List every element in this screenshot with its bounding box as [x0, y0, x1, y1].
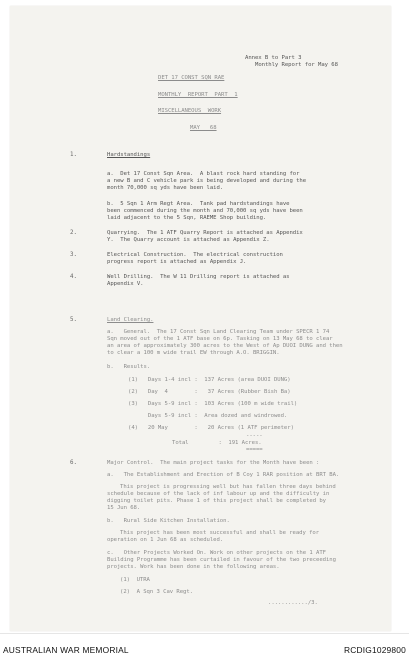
annex-report-line: Monthly Report for May 68 — [255, 62, 338, 68]
section-heading-major-control: Major Control. The main project tasks for the Month have been : — [107, 460, 320, 466]
list-item: (2) A Sqn 3 Cav Regt. — [120, 589, 193, 595]
paragraph-line: a. Det 17 Const Sqn Area. A blast rock hard standing for — [107, 171, 300, 177]
paragraph-line: digging toilet pits. Phase 1 of this project shall be completed by — [107, 498, 326, 504]
section-number-3: 3. — [70, 252, 77, 258]
paragraph-line: a new B and C vehicle park is being developed and during the — [107, 178, 307, 184]
paragraph-line: Y. The Quarry account is attached as Appendix Z. — [107, 237, 270, 243]
result-line: (1) Days 1-4 incl : 137 Acres (area DUOI DUNG) — [128, 377, 291, 383]
section-number-6: 6. — [70, 460, 77, 466]
archive-name: AUSTRALIAN WAR MEMORIAL — [3, 645, 129, 654]
section-heading-land-clearing: Land Clearing. — [107, 317, 154, 323]
total-rule: ----- — [246, 433, 263, 439]
section-number-2: 2. — [70, 230, 77, 236]
doc-title-section: MISCELLANEOUS WORK — [158, 108, 222, 114]
paragraph-line: an area of approximately 300 acres to the West of Ap DUOI DUNG and then — [107, 343, 343, 349]
subsection-results: b. Results. — [107, 364, 151, 370]
paragraph-line: Building Programme has been curtailed in favour of the two preceeding — [107, 557, 336, 563]
total-line: Total : 191 Acres. — [172, 440, 262, 446]
paragraph-line: 15 Jun 68. — [107, 505, 141, 511]
section-heading-hardstandings: Hardstandings — [107, 152, 151, 158]
paragraph-line: This project has been most successful and shall be ready for — [120, 530, 320, 536]
paragraph-line: Well Drilling. The W 11 Drilling report is attached as — [107, 274, 290, 280]
paragraph-line: month 70,000 sq yds have been laid. — [107, 185, 224, 191]
paragraph-line: Electrical Construction. The electrical construction — [107, 252, 283, 258]
paragraph-line: Appendix V. — [107, 281, 144, 287]
section-number-1: 1. — [70, 152, 77, 158]
archive-footer — [0, 633, 409, 654]
archive-id: RCDIG1029800 — [344, 645, 406, 654]
paragraph-line: operation on 1 Jun 68 as scheduled. — [107, 537, 224, 543]
paragraph-line: a. General. The 17 Const Sqn Land Clearing Team under SPECR 1 74 — [107, 329, 330, 335]
paragraph-line: progress report is attached as Appendix J. — [107, 259, 247, 265]
paragraph-line: Sqn moved out of the 1 ATF base on 6p. Tasking on 13 May 68 to clear — [107, 336, 333, 342]
paragraph-line: schedule because of the lack of inf labour up and the difficulty in — [107, 491, 330, 497]
section-number-4: 4. — [70, 274, 77, 280]
paragraph-line: a. The Establishment and Erection of B Coy 1 RAR position at BRT BA. — [107, 472, 340, 478]
page-continuation-mark: ............/3. — [268, 600, 318, 606]
section-number-5: 5. — [70, 317, 77, 323]
paragraph-line: b. 5 Sqn 1 Arm Regt Area. Tank pad hardstandings have — [107, 201, 290, 207]
paragraph-line: laid adjacent to the 5 Sqn, RAEME Shop building. — [107, 215, 267, 221]
doc-title-unit: DET 17 CONST SQN RAE — [158, 75, 225, 81]
doc-title-report: MONTHLY REPORT PART 1 — [158, 92, 238, 98]
result-line: (3) Days 5-9 incl : 103 Acres (100 m wide trail) — [128, 401, 298, 407]
paragraph-line: been commenced during the month and 70,000 sq yds have been — [107, 208, 303, 214]
paragraph-line: This project is progressing well but has fallen three days behind — [120, 484, 336, 490]
paragraph-line: c. Other Projects Worked On. Work on other projects on the 1 ATF — [107, 550, 326, 556]
paragraph-line: b. Rural Side Kitchen Installation. — [107, 518, 230, 524]
paragraph-line: projects. Work has been done in the following areas. — [107, 564, 280, 570]
result-line: (4) 20 May : 20 Acres (1 ATF perimeter) — [128, 425, 294, 431]
list-item: (1) UTRA — [120, 577, 150, 583]
paragraph-line: Quarrying. The 1 ATF Quarry Report is attached as Appendix — [107, 230, 303, 236]
document-page — [10, 6, 391, 631]
doc-title-month: MAY 68 — [190, 125, 217, 131]
result-line: Days 5-9 incl : Area dozed and windrowed. — [128, 413, 288, 419]
annex-reference: Annex B to Part 3 — [245, 55, 302, 61]
paragraph-line: to clear a 100 m wide trail EW through A.O. BRIGGIN. — [107, 350, 280, 356]
result-line: (2) Day 4 : 37 Acres (Rubber Bish Ba) — [128, 389, 291, 395]
total-double-rule: ===== — [246, 447, 263, 453]
